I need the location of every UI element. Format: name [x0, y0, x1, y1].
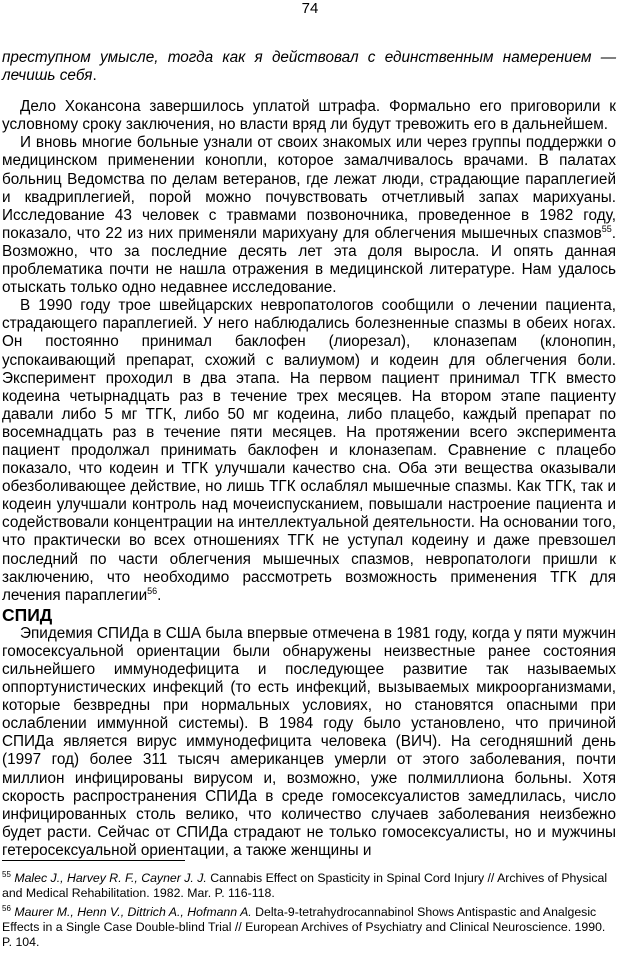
footnotes [2, 871, 616, 954]
paragraph-3-text: И вновь многие больные узнали от своих знакомых или через группы поддержки о медицинском применении конопли, которое замалчивалось врачами. В палатах больниц Ведомства по делам ветеранов, где лежат люди, страдающие параплегией и квадриплегией, порой можно почувствовать отчетливый запах марихуаны. Исследование 43 человек с травмами позвоночника, проведенное в 1982 году, показало, что 22 из них применяли марихуану для облегчения мышечных спазмов [2, 134, 616, 242]
paragraph-4 [2, 297, 616, 605]
paragraph-4-text-end: . [157, 586, 162, 604]
section-heading: СПИД [2, 604, 53, 625]
footnote-text: Delta-9-tetrahydrocannabinol Shows Antispastic and Analgesic Effects in a Single Case Double-blind Trial // European Archives of Psychiatry and Clinical Neuroscience. 1990. P. 104. [2, 905, 606, 949]
italic-quote-end: себя [59, 67, 93, 85]
body-text [2, 49, 616, 860]
footnote-56 [2, 905, 616, 950]
footnote-ref-56: 56 [147, 585, 158, 596]
footnote-marker: 55 [2, 870, 11, 879]
paragraph-2: Дело Хокансона завершилось уплатой штрафа. Формально его приговорили к условному сроку заключения, но власти вряд ли будут тревожить его в дальнейшем. [2, 98, 616, 134]
italic-quote: преступном умысле, тогда как я действовал с единственным намерением — лечишь [2, 49, 616, 85]
footnote-divider [2, 860, 185, 861]
footnote-authors: Maurer M., Henn V., Dittrich A., Hofmann A. [14, 905, 252, 919]
paragraph-1-end: . [92, 67, 97, 85]
footnote-marker: 56 [2, 904, 11, 913]
paragraph-3 [2, 134, 616, 297]
paragraph-5: Эпидемия СПИДа в США была впервые отмечена в 1981 году, когда у пяти мужчин гомосексуальной ориентации были обнаружены неизвестные ранее состояния сильнейшего иммунодефицита и последующее развитие так называемых оппортунистических инфекций (то есть инфекций, вызываемых микроорганизмами, которые безвредны при нормальных условиях, но становятся опасными при ослаблении иммунной системы). В 1984 году было установлено, что причиной СПИДа является вирус иммунодефицита человека (ВИЧ). На сегодняшний день (1997 год) более 311 тысяч американцев умерли от этого заболевания, почти миллион инфицированы вирусом и, возможно, уже полмиллиона больны. Хотя скорость распространения СПИДа в среде гомосексуалистов замедлилась, число инфицированных столь велико, что количество случаев заболевания неизбежно будет расти. Сейчас от СПИДа страдают не только гомосексуалисты, но и мужчины гетеросексуальной ориентации, а также женщины и [2, 624, 616, 859]
footnote-text: Cannabis Effect on Spasticity in Spinal Cord Injury // Archives of Physical and Medical Rehabilitation. 1982. Mar. P. 116-118. [2, 871, 608, 900]
page-number: 74 [301, 0, 319, 17]
paragraph-3-text-end: . Возможно, что за последние десять лет эта доля выросла. И опять данная проблематика почти не нашла отражения в медицинской литературе. Нам удалось отыскать только одно недавнее исследование. [2, 224, 616, 297]
footnote-55 [2, 871, 616, 901]
footnote-authors: Malec J., Harvey R. F., Cayner J. J. [14, 871, 207, 885]
paragraph-1 [2, 49, 616, 85]
paragraph-4-text: В 1990 году трое швейцарских невропатологов сообщили о лечении пациента, страдающего параплегией. У него наблюдались болезненные спазмы в обеих ногах. Он постоянно принимал баклофен (лиорезал), клоназепам (клонопин, успокаивающий препарат, схожий с валиумом) и кодеин для облегчения боли. Эксперимент проходил в два этапа. На первом пациент принимал ТГК вместо кодеина четырнадцать раз в течение трех месяцев. На втором этапе пациенту давали либо 5 мг ТГК, либо 50 мг кодеина, либо плацебо, каждый препарат по восемнадцать раз в течение пяти месяцев. На протяжении всего эксперимента пациент продолжал принимать баклофен и клоназепам. Сравнение с плацебо показало, что кодеин и ТГК улучшали качество сна. Оба эти вещества оказывали обезболивающее действие, но лишь ТГК ослаблял мышечные спазмы. Как ТГК, так и кодеин улучшали контроль над мочеиспусканием, повышали настроение пациента и содействовали концентрации на интеллектуальной деятельности. На основании того, что практически во всех отношениях ТГК не уступал кодеину и даже превзошел последний по части облегчения мышечных спазмов, невропатологи пришли к заключению, что необходимо рассмотреть возможность применения ТГК для лечения параплегии [2, 297, 616, 604]
footnote-ref-55: 55 [601, 223, 612, 234]
